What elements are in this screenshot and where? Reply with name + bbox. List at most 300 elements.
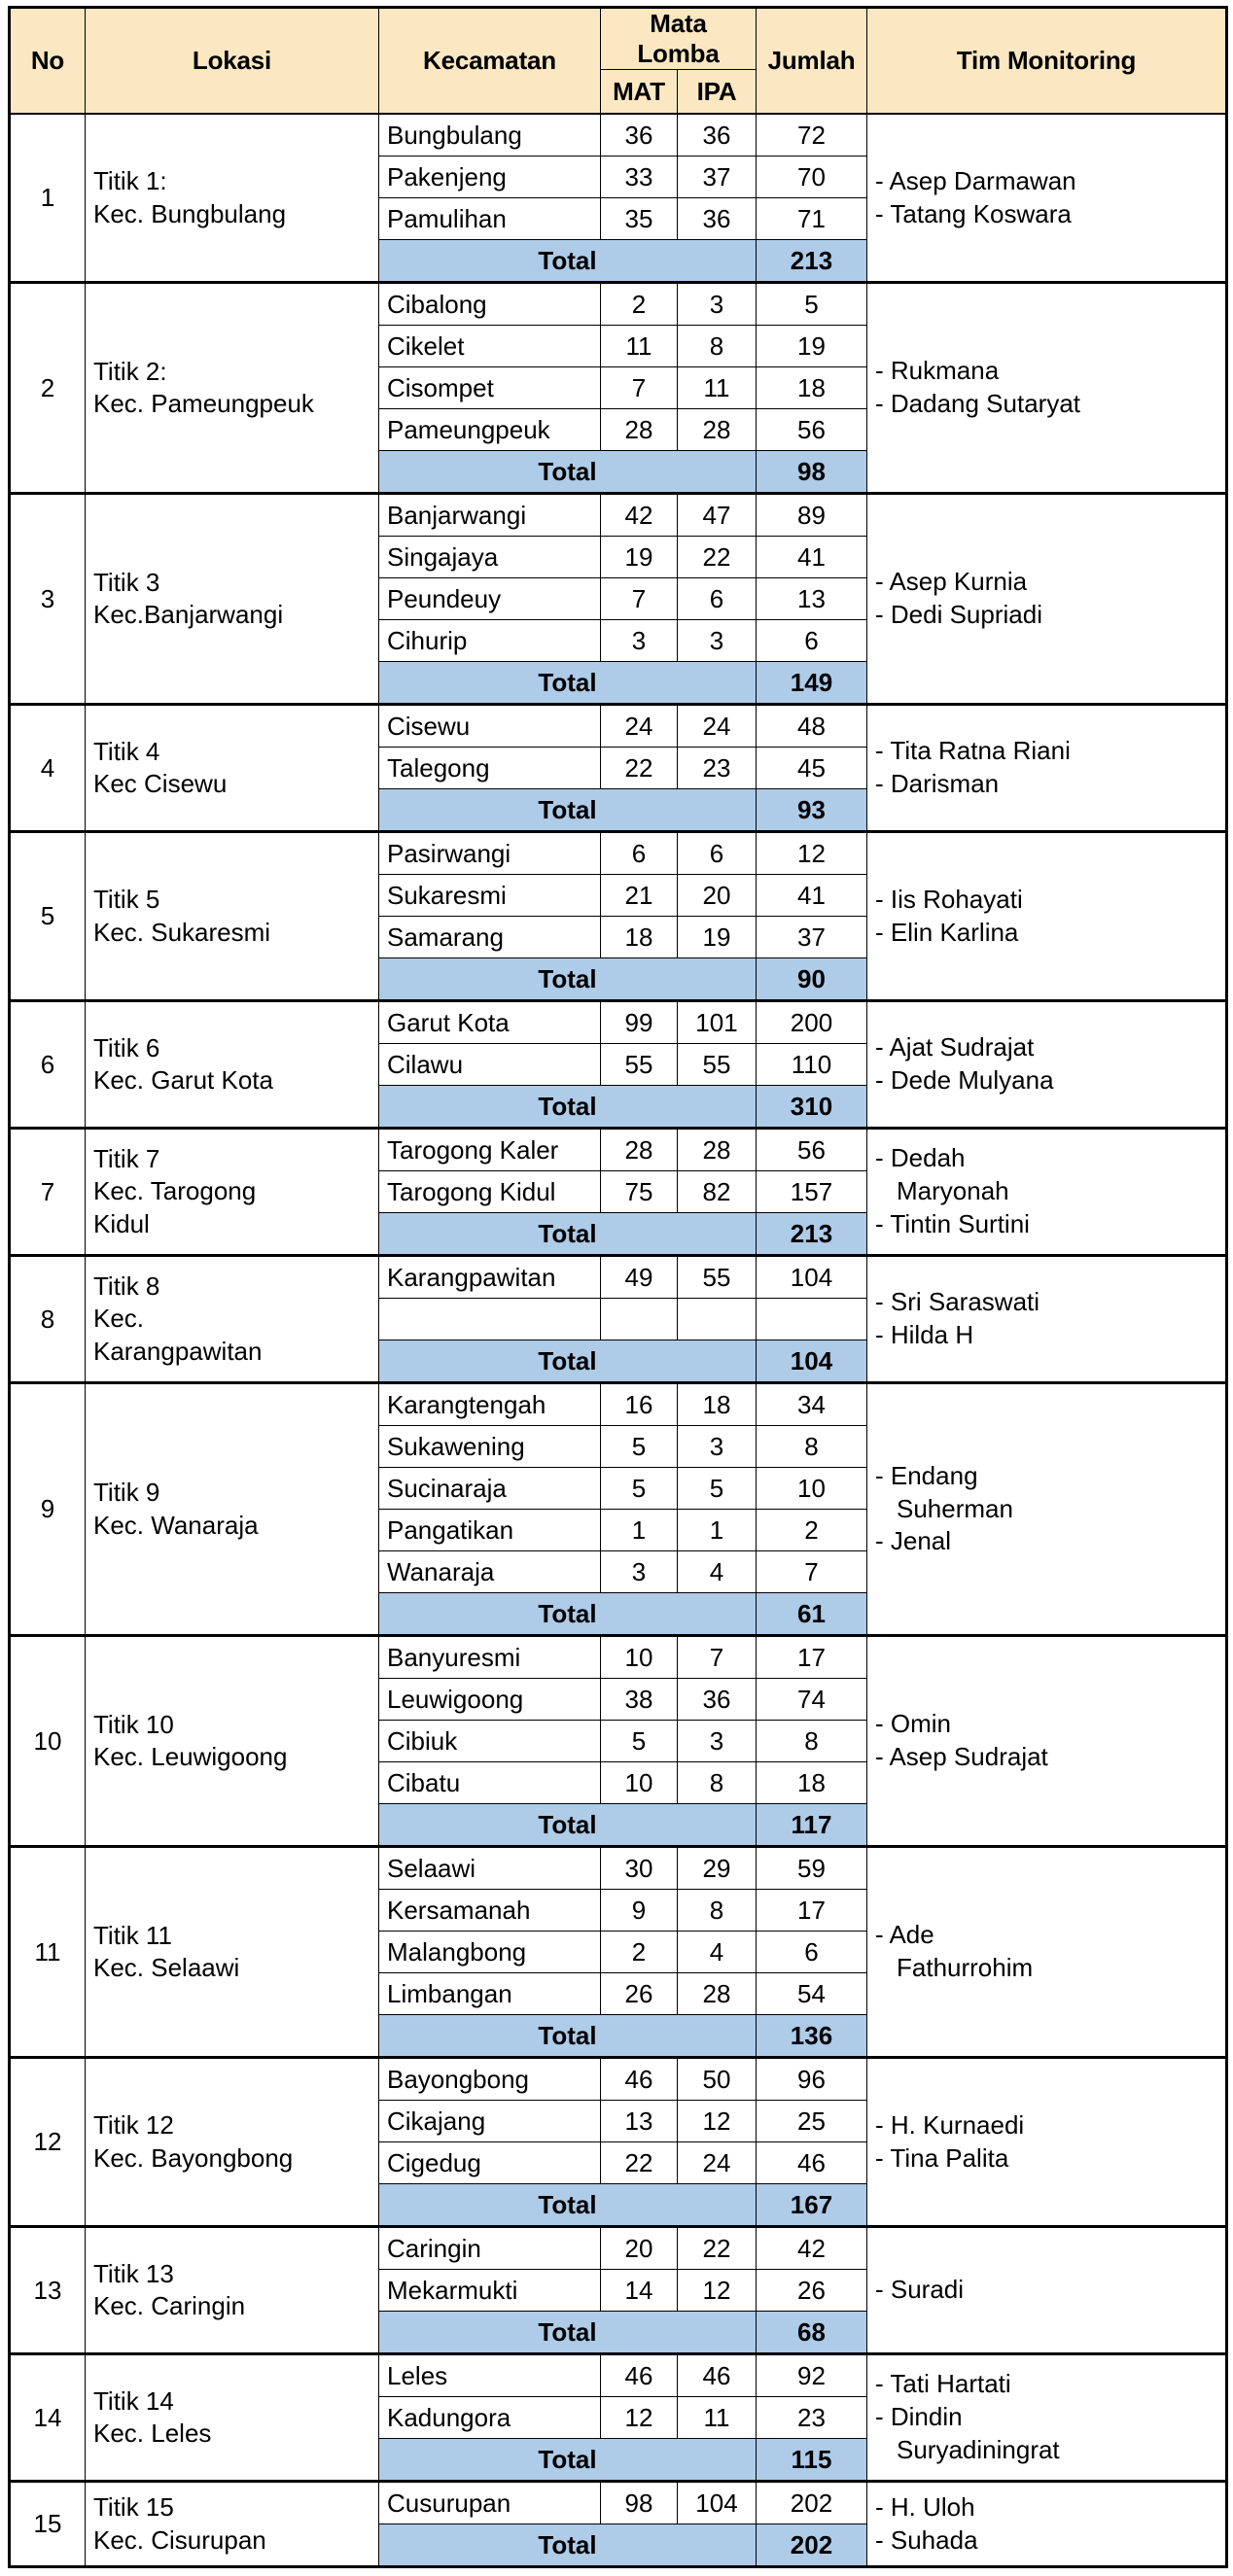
tim-line: - Asep Sudrajat (875, 1742, 1048, 1771)
table-row (10, 1847, 1227, 1890)
cell-lokasi (86, 1383, 379, 1636)
tim-line: - Dindin (875, 2402, 963, 2432)
cell-kecamatan: Banyuresmi (379, 1636, 601, 1679)
table-row (10, 832, 1227, 875)
cell-no: 12 (10, 2058, 86, 2227)
cell-ipa: 46 (678, 2354, 757, 2397)
cell-mat: 42 (601, 494, 678, 537)
table-row (10, 1636, 1227, 1679)
cell-mat: 36 (601, 114, 678, 157)
total-value: 136 (757, 2015, 867, 2058)
cell-jumlah: 74 (757, 1679, 867, 1721)
cell-jumlah: 92 (757, 2354, 867, 2397)
cell-jumlah: 6 (757, 1932, 867, 1973)
cell-kecamatan: Cibiuk (379, 1721, 601, 1762)
header-mat: MAT (601, 70, 678, 115)
cell-kecamatan: Cigedug (379, 2142, 601, 2184)
cell-kecamatan: Tarogong Kaler (379, 1129, 601, 1171)
cell-no: 7 (10, 1129, 86, 1256)
cell-no: 4 (10, 705, 86, 832)
cell-ipa: 3 (678, 283, 757, 326)
table-row (10, 2482, 1227, 2524)
cell-ipa: 12 (678, 2101, 757, 2142)
cell-jumlah: 17 (757, 1890, 867, 1932)
cell-ipa: 101 (678, 1001, 757, 1044)
total-value: 213 (757, 1213, 867, 1256)
cell-jumlah: 200 (757, 1001, 867, 1044)
cell-mat: 2 (601, 283, 678, 326)
header-lokasi: Lokasi (86, 8, 379, 115)
cell-jumlah: 54 (757, 1973, 867, 2015)
cell-lokasi (86, 1847, 379, 2058)
cell-kecamatan: Sukawening (379, 1426, 601, 1468)
cell-no: 14 (10, 2354, 86, 2482)
tim-line: - Dedah (875, 1143, 966, 1173)
lokasi-line: Kec. Leles (93, 2419, 212, 2448)
tim-line: - Asep Kurnia (875, 567, 1028, 597)
cell-tim-monitoring (867, 1847, 1227, 2058)
lokasi-line: Titik 11 (93, 1920, 172, 1950)
tim-line: - Sri Saraswati (875, 1287, 1040, 1317)
cell-no: 8 (10, 1256, 86, 1383)
total-label: Total (379, 1593, 757, 1636)
cell-no: 11 (10, 1847, 86, 2058)
table-row (10, 114, 1227, 157)
cell-ipa: 12 (678, 2270, 757, 2312)
tim-line: - Tita Ratna Riani (875, 736, 1071, 766)
total-label: Total (379, 2184, 757, 2227)
cell-mat: 35 (601, 198, 678, 240)
total-label: Total (379, 1086, 757, 1129)
tim-line: - Hilda H (875, 1320, 974, 1349)
total-label: Total (379, 2015, 757, 2058)
cell-lokasi (86, 494, 379, 705)
cell-mat: 13 (601, 2101, 678, 2142)
cell-jumlah: 110 (757, 1044, 867, 1086)
cell-jumlah: 6 (757, 620, 867, 662)
tim-line: - Tintin Surtini (875, 1208, 1030, 1238)
cell-jumlah: 8 (757, 1426, 867, 1468)
monitoring-table (8, 6, 1228, 2568)
total-label: Total (379, 240, 757, 283)
cell-no: 2 (10, 283, 86, 494)
cell-mat (601, 1299, 678, 1340)
cell-jumlah: 96 (757, 2058, 867, 2101)
cell-ipa: 50 (678, 2058, 757, 2101)
cell-mat: 38 (601, 1679, 678, 1721)
cell-mat: 19 (601, 537, 678, 578)
cell-ipa: 11 (678, 2397, 757, 2439)
tim-line: - Ade (875, 1920, 934, 1950)
tim-line: - Tatang Koswara (875, 198, 1072, 228)
cell-kecamatan (379, 1299, 601, 1340)
cell-mat: 2 (601, 1932, 678, 1973)
lokasi-line: Kec. Wanaraja (93, 1510, 259, 1540)
lokasi-line: Titik 13 (93, 2258, 174, 2288)
cell-kecamatan: Pamulihan (379, 198, 601, 240)
cell-jumlah: 71 (757, 198, 867, 240)
cell-mat: 10 (601, 1636, 678, 1679)
cell-tim-monitoring (867, 114, 1227, 283)
lokasi-line: Kec. Tarogong (93, 1176, 257, 1206)
tim-line: - Iis Rohayati (875, 884, 1023, 914)
cell-kecamatan: Sucinaraja (379, 1468, 601, 1510)
cell-kecamatan: Sukaresmi (379, 875, 601, 917)
cell-jumlah: 25 (757, 2101, 867, 2142)
cell-tim-monitoring (867, 494, 1227, 705)
cell-mat: 5 (601, 1468, 678, 1510)
cell-kecamatan: Cisewu (379, 705, 601, 748)
lokasi-line: Kec. Bungbulang (93, 198, 287, 228)
tim-line: - Suhada (875, 2524, 978, 2555)
tim-line: - Dedi Supriadi (875, 600, 1042, 629)
cell-jumlah: 18 (757, 1762, 867, 1804)
cell-kecamatan: Garut Kota (379, 1001, 601, 1044)
cell-ipa: 20 (678, 875, 757, 917)
cell-jumlah: 56 (757, 1129, 867, 1171)
total-value: 93 (757, 789, 867, 832)
cell-mat: 10 (601, 1762, 678, 1804)
table-row (10, 2354, 1227, 2397)
lokasi-line: Kec. Caringin (93, 2291, 246, 2320)
cell-ipa: 104 (678, 2482, 757, 2524)
cell-ipa: 3 (678, 620, 757, 662)
cell-jumlah: 157 (757, 1171, 867, 1213)
cell-tim-monitoring (867, 1129, 1227, 1256)
cell-tim-monitoring (867, 2482, 1227, 2567)
cell-jumlah: 10 (757, 1468, 867, 1510)
cell-ipa: 1 (678, 1510, 757, 1551)
cell-jumlah: 89 (757, 494, 867, 537)
tim-line: - H. Kurnaedi (875, 2109, 1025, 2140)
cell-kecamatan: Pakenjeng (379, 157, 601, 198)
lokasi-line: Titik 1: (93, 166, 167, 196)
cell-ipa: 47 (678, 494, 757, 537)
cell-lokasi (86, 283, 379, 494)
cell-tim-monitoring (867, 1383, 1227, 1636)
cell-kecamatan: Tarogong Kidul (379, 1171, 601, 1213)
cell-mat: 9 (601, 1890, 678, 1932)
cell-kecamatan: Kersamanah (379, 1890, 601, 1932)
cell-lokasi (86, 2354, 379, 2482)
cell-kecamatan: Karangtengah (379, 1383, 601, 1426)
lokasi-line: Kec. Leuwigoong (93, 1742, 288, 1771)
table-row (10, 1256, 1227, 1299)
cell-no: 9 (10, 1383, 86, 1636)
cell-mat: 98 (601, 2482, 678, 2524)
tim-line: - Jenal (875, 1526, 952, 1556)
cell-kecamatan: Pameungpeuk (379, 409, 601, 451)
tim-line: - Tati Hartati (875, 2369, 1011, 2399)
cell-jumlah: 37 (757, 917, 867, 958)
cell-tim-monitoring (867, 2227, 1227, 2354)
lokasi-line: Kec. Cisurupan (93, 2524, 266, 2555)
cell-mat: 28 (601, 1129, 678, 1171)
table-row (10, 2227, 1227, 2270)
cell-jumlah: 17 (757, 1636, 867, 1679)
cell-kecamatan: Leles (379, 2354, 601, 2397)
cell-ipa: 55 (678, 1044, 757, 1086)
table-body (10, 114, 1227, 2567)
cell-kecamatan: Banjarwangi (379, 494, 601, 537)
cell-ipa: 23 (678, 748, 757, 789)
cell-kecamatan: Cibatu (379, 1762, 601, 1804)
cell-jumlah: 19 (757, 326, 867, 367)
tim-line: Fathurrohim (897, 1953, 1034, 1982)
lokasi-line: Titik 14 (93, 2385, 174, 2416)
header-tim-monitoring: Tim Monitoring (867, 8, 1227, 115)
lokasi-line: Titik 10 (93, 1709, 174, 1739)
cell-jumlah: 5 (757, 283, 867, 326)
header-jumlah: Jumlah (757, 8, 867, 115)
cell-kecamatan: Cusurupan (379, 2482, 601, 2524)
total-label: Total (379, 2312, 757, 2354)
lokasi-line: Titik 9 (93, 1478, 160, 1508)
table-row (10, 705, 1227, 748)
cell-mat: 14 (601, 2270, 678, 2312)
cell-kecamatan: Talegong (379, 748, 601, 789)
tim-line: - Dadang Sutaryat (875, 389, 1081, 418)
cell-jumlah: 8 (757, 1721, 867, 1762)
cell-no: 13 (10, 2227, 86, 2354)
cell-jumlah: 72 (757, 114, 867, 157)
cell-mat: 46 (601, 2354, 678, 2397)
cell-kecamatan: Wanaraja (379, 1551, 601, 1593)
cell-ipa: 29 (678, 1847, 757, 1890)
cell-mat: 99 (601, 1001, 678, 1044)
table-header (10, 8, 1227, 115)
table-row (10, 2058, 1227, 2101)
cell-jumlah: 46 (757, 2142, 867, 2184)
lokasi-line: Kec. Bayongbong (93, 2142, 294, 2173)
lokasi-line: Titik 2: (93, 356, 167, 386)
cell-jumlah: 70 (757, 157, 867, 198)
cell-no: 6 (10, 1001, 86, 1129)
total-value: 104 (757, 1340, 867, 1383)
lokasi-line: Titik 7 (93, 1144, 160, 1174)
total-value: 117 (757, 1804, 867, 1847)
cell-lokasi (86, 114, 379, 283)
total-value: 202 (757, 2524, 867, 2567)
cell-kecamatan: Pangatikan (379, 1510, 601, 1551)
lokasi-line: Kec. (93, 1304, 145, 1334)
cell-kecamatan: Cikelet (379, 326, 601, 367)
table-row (10, 1001, 1227, 1044)
tim-line: - Rukmana (875, 356, 1000, 386)
cell-lokasi (86, 2482, 379, 2567)
cell-jumlah: 26 (757, 2270, 867, 2312)
cell-kecamatan: Kadungora (379, 2397, 601, 2439)
header-mata-lomba: Mata Lomba (601, 8, 757, 70)
cell-jumlah: 23 (757, 2397, 867, 2439)
cell-kecamatan: Malangbong (379, 1932, 601, 1973)
cell-mat: 24 (601, 705, 678, 748)
total-label: Total (379, 789, 757, 832)
tim-line: - Asep Darmawan (875, 165, 1076, 195)
lokasi-line: Kec Cisewu (93, 769, 228, 798)
cell-kecamatan: Cihurip (379, 620, 601, 662)
cell-kecamatan: Mekarmukti (379, 2270, 601, 2312)
table-row (10, 1129, 1227, 1171)
cell-jumlah: 48 (757, 705, 867, 748)
cell-mat: 16 (601, 1383, 678, 1426)
cell-tim-monitoring (867, 1256, 1227, 1383)
total-value: 61 (757, 1593, 867, 1636)
total-label: Total (379, 2439, 757, 2482)
cell-lokasi (86, 1129, 379, 1256)
total-value: 115 (757, 2439, 867, 2482)
cell-jumlah: 202 (757, 2482, 867, 2524)
cell-jumlah: 41 (757, 537, 867, 578)
total-label: Total (379, 2524, 757, 2567)
cell-ipa: 7 (678, 1636, 757, 1679)
cell-ipa: 36 (678, 1679, 757, 1721)
cell-mat: 55 (601, 1044, 678, 1086)
cell-ipa: 24 (678, 705, 757, 748)
lokasi-line: Titik 8 (93, 1271, 160, 1302)
cell-ipa: 3 (678, 1426, 757, 1468)
tim-line: - Suradi (875, 2275, 965, 2305)
table-row (10, 1383, 1227, 1426)
table-row (10, 283, 1227, 326)
total-value: 90 (757, 958, 867, 1001)
lokasi-line: Kec. Selaawi (93, 1953, 240, 1982)
tim-line: - Tina Palita (875, 2142, 1009, 2173)
cell-kecamatan: Cisompet (379, 367, 601, 409)
cell-ipa: 8 (678, 1890, 757, 1932)
cell-ipa: 22 (678, 537, 757, 578)
cell-mat: 28 (601, 409, 678, 451)
lokasi-line: Kidul (93, 1208, 150, 1238)
cell-kecamatan: Peundeuy (379, 578, 601, 620)
cell-tim-monitoring (867, 1636, 1227, 1847)
total-label: Total (379, 958, 757, 1001)
cell-mat: 49 (601, 1256, 678, 1299)
lokasi-line: Titik 3 (93, 567, 160, 597)
tim-line: - Endang (875, 1460, 978, 1490)
cell-lokasi (86, 1636, 379, 1847)
cell-ipa: 82 (678, 1171, 757, 1213)
cell-tim-monitoring (867, 705, 1227, 832)
cell-ipa: 24 (678, 2142, 757, 2184)
tim-line: - Ajat Sudrajat (875, 1032, 1035, 1062)
cell-kecamatan: Selaawi (379, 1847, 601, 1890)
cell-kecamatan: Leuwigoong (379, 1679, 601, 1721)
cell-ipa: 8 (678, 326, 757, 367)
cell-lokasi (86, 2227, 379, 2354)
cell-lokasi (86, 1001, 379, 1129)
cell-kecamatan: Samarang (379, 917, 601, 958)
cell-jumlah: 42 (757, 2227, 867, 2270)
cell-jumlah: 41 (757, 875, 867, 917)
cell-no: 3 (10, 494, 86, 705)
cell-ipa: 5 (678, 1468, 757, 1510)
cell-lokasi (86, 1256, 379, 1383)
cell-mat: 7 (601, 578, 678, 620)
cell-jumlah: 13 (757, 578, 867, 620)
cell-mat: 30 (601, 1847, 678, 1890)
cell-ipa: 4 (678, 1932, 757, 1973)
header-row-1 (10, 8, 1227, 70)
cell-tim-monitoring (867, 2058, 1227, 2227)
total-value: 149 (757, 662, 867, 705)
cell-kecamatan: Limbangan (379, 1973, 601, 2015)
cell-kecamatan: Karangpawitan (379, 1256, 601, 1299)
total-label: Total (379, 1213, 757, 1256)
tim-line: Maryonah (897, 1176, 1009, 1206)
cell-mat: 21 (601, 875, 678, 917)
lokasi-line: Titik 5 (93, 885, 160, 915)
cell-ipa: 11 (678, 367, 757, 409)
lokasi-line: Karangpawitan (93, 1336, 263, 1366)
tim-line: - Dede Mulyana (875, 1065, 1054, 1095)
cell-kecamatan: Cilawu (379, 1044, 601, 1086)
cell-mat: 26 (601, 1973, 678, 2015)
lokasi-line: Kec. Sukaresmi (93, 917, 271, 947)
cell-ipa: 6 (678, 578, 757, 620)
total-value: 310 (757, 1086, 867, 1129)
cell-ipa: 36 (678, 114, 757, 157)
cell-mat: 20 (601, 2227, 678, 2270)
cell-no: 5 (10, 832, 86, 1001)
cell-no: 10 (10, 1636, 86, 1847)
cell-ipa: 37 (678, 157, 757, 198)
cell-ipa (678, 1299, 757, 1340)
header-no: No (10, 8, 86, 115)
header-ipa: IPA (678, 70, 757, 115)
tim-line: Suryadiningrat (897, 2434, 1060, 2464)
cell-mat: 18 (601, 917, 678, 958)
cell-mat: 7 (601, 367, 678, 409)
cell-jumlah: 104 (757, 1256, 867, 1299)
cell-no: 15 (10, 2482, 86, 2567)
lokasi-line: Kec. Pameungpeuk (93, 389, 314, 418)
cell-jumlah: 7 (757, 1551, 867, 1593)
lokasi-line: Titik 6 (93, 1032, 160, 1062)
cell-mat: 1 (601, 1510, 678, 1551)
cell-tim-monitoring (867, 2354, 1227, 2482)
cell-jumlah: 2 (757, 1510, 867, 1551)
cell-jumlah: 12 (757, 832, 867, 875)
cell-ipa: 6 (678, 832, 757, 875)
cell-mat: 22 (601, 2142, 678, 2184)
cell-mat: 11 (601, 326, 678, 367)
cell-mat: 22 (601, 748, 678, 789)
cell-ipa: 18 (678, 1383, 757, 1426)
cell-mat: 5 (601, 1721, 678, 1762)
cell-kecamatan: Singajaya (379, 537, 601, 578)
cell-ipa: 36 (678, 198, 757, 240)
total-label: Total (379, 1340, 757, 1383)
cell-kecamatan: Caringin (379, 2227, 601, 2270)
cell-ipa: 4 (678, 1551, 757, 1593)
tim-line: - Darisman (875, 769, 1000, 798)
total-value: 213 (757, 240, 867, 283)
tim-line: - H. Uloh (875, 2491, 975, 2522)
tim-line: - Omin (875, 1709, 951, 1739)
cell-mat: 75 (601, 1171, 678, 1213)
lokasi-line: Titik 15 (93, 2492, 174, 2523)
cell-mat: 46 (601, 2058, 678, 2101)
cell-tim-monitoring (867, 832, 1227, 1001)
cell-lokasi (86, 832, 379, 1001)
table-row (10, 494, 1227, 537)
cell-kecamatan: Bungbulang (379, 114, 601, 157)
cell-kecamatan: Cikajang (379, 2101, 601, 2142)
cell-ipa: 22 (678, 2227, 757, 2270)
cell-jumlah (757, 1299, 867, 1340)
cell-tim-monitoring (867, 283, 1227, 494)
